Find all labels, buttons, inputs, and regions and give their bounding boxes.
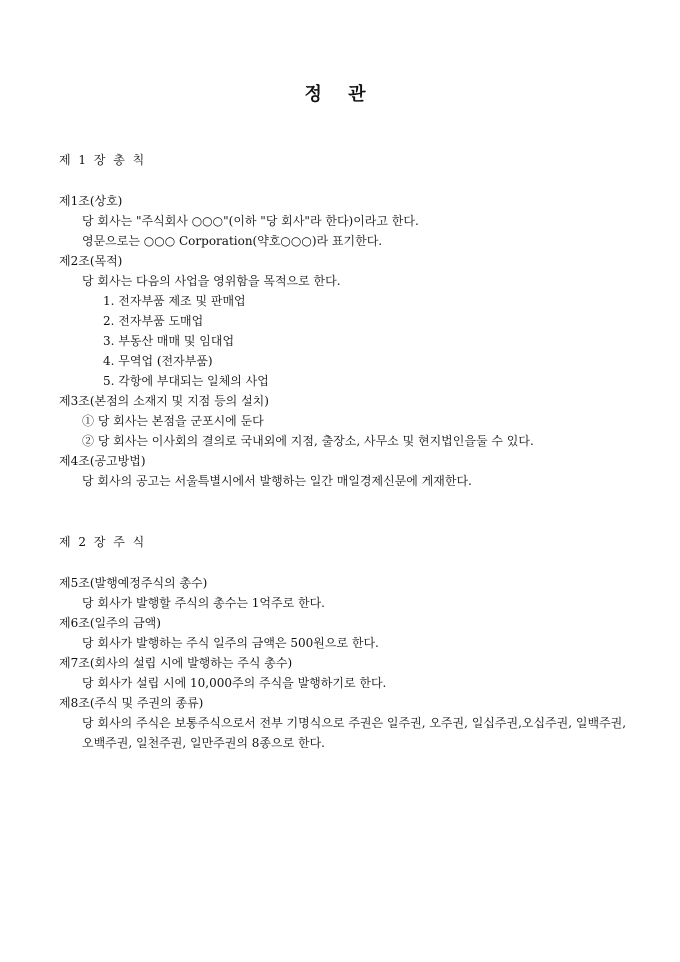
document-title: 정 관 xyxy=(304,84,376,105)
article-4-heading: 제4조(공고방법) xyxy=(59,454,146,468)
article-2-item: 4. 무역업 (전자부품) xyxy=(103,354,213,368)
article-1-heading: 제1조(상호) xyxy=(59,194,123,208)
article-3-line-1: ① 당 회사는 본점을 군포시에 둔다 xyxy=(82,414,264,428)
article-2-intro: 당 회사는 다음의 사업을 영위함을 목적으로 한다. xyxy=(82,274,341,288)
article-5-line-1: 당 회사가 발행할 주식의 총수는 1억주로 한다. xyxy=(82,596,325,610)
article-2-heading: 제2조(목적) xyxy=(59,254,123,268)
article-6-line-1: 당 회사가 발행하는 주식 일주의 금액은 500원으로 한다. xyxy=(82,636,379,650)
article-1-line-1: 당 회사는 "주식회사 ○○○"(이하 "당 회사"라 한다)이라고 한다. xyxy=(82,214,419,228)
article-7-heading: 제7조(회사의 설립 시에 발행하는 주식 총수) xyxy=(59,656,293,670)
article-1-line-2: 영문으로는 ○○○ Corporation(약호○○○)라 표기한다. xyxy=(82,234,383,248)
chapter-2-heading: 제 2 장 주 식 xyxy=(59,535,145,549)
article-2-item: 2. 전자부품 도매업 xyxy=(103,314,204,328)
article-7-line-1: 당 회사가 설립 시에 10,000주의 주식을 발행하기로 한다. xyxy=(82,676,387,690)
article-3-heading: 제3조(본점의 소재지 및 지점 등의 설치) xyxy=(59,394,269,408)
article-6-heading: 제6조(일주의 금액) xyxy=(59,616,161,630)
article-2-item: 3. 부동산 매매 및 임대업 xyxy=(103,334,235,348)
article-8-paragraph: 당 회사의 주식은 보통주식으로서 전부 기명식으로 주권은 일주권, 오주권, 일십주권,오십주권, 일백주권, 오백주권, 일천주권, 일만주권의 8종으로 한다. xyxy=(82,716,627,750)
chapter-1-heading: 제 1 장 총 칙 xyxy=(59,153,145,167)
article-5-heading: 제5조(발행예정주식의 총수) xyxy=(59,576,208,590)
article-4-line-1: 당 회사의 공고는 서울특별시에서 발행하는 일간 매일경제신문에 게재한다. xyxy=(82,474,472,488)
article-8-heading: 제8조(주식 및 주권의 종류) xyxy=(59,696,204,710)
article-2-item: 1. 전자부품 제조 및 판매업 xyxy=(103,294,246,308)
article-2-item: 5. 각항에 부대되는 일체의 사업 xyxy=(103,374,269,388)
article-3-line-2: ② 당 회사는 이사회의 결의로 국내외에 지점, 출장소, 사무소 및 현지법인을둘 수 있다. xyxy=(82,434,534,448)
